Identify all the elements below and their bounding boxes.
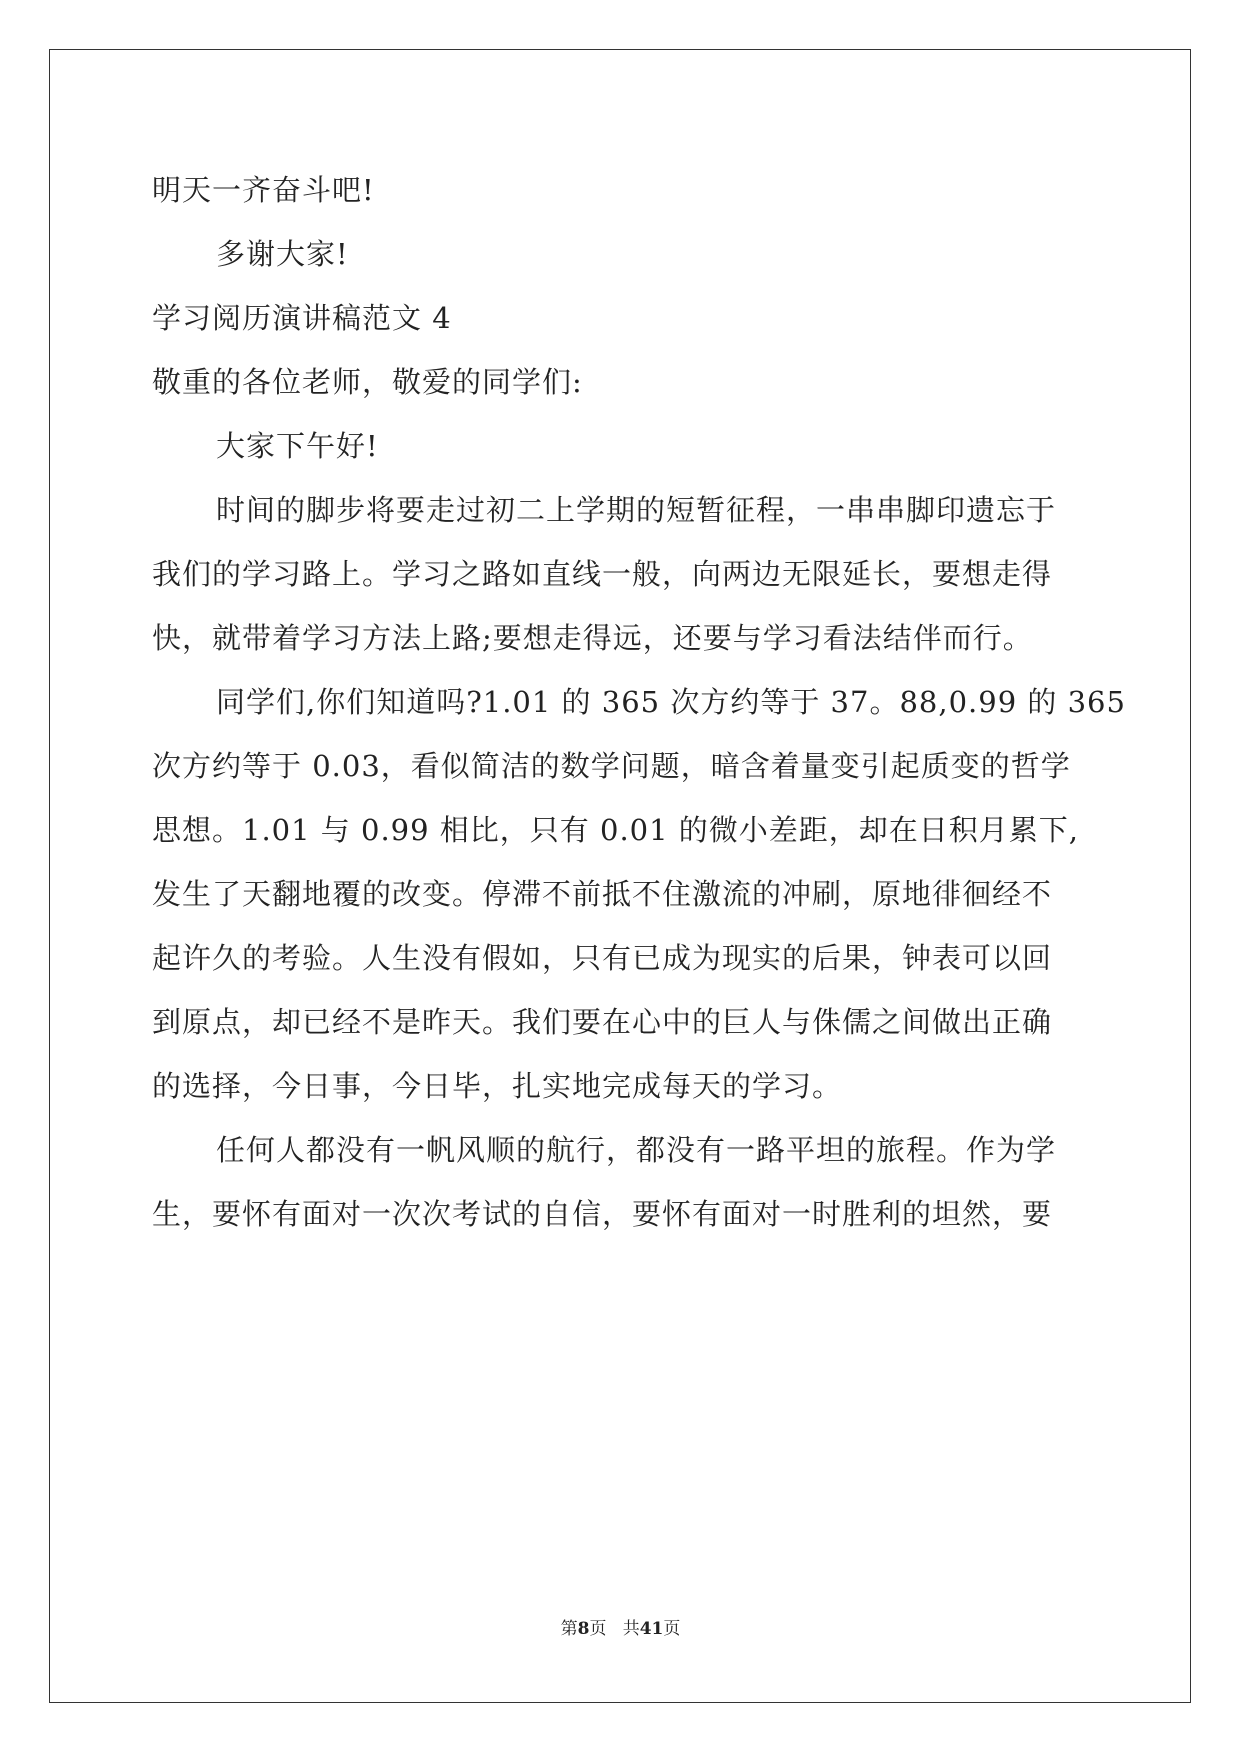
document-body bbox=[152, 158, 1126, 1246]
paragraph-line: 快，就带着学习方法上路;要想走得远，还要与学习看法结伴而行。 bbox=[152, 621, 1033, 655]
page-footer bbox=[0, 1614, 1241, 1639]
paragraph-line: 任何人都没有一帆风顺的航行，都没有一路平坦的旅程。作为学 bbox=[216, 1133, 1057, 1167]
footer-total-suffix: 页 bbox=[663, 1619, 681, 1639]
paragraph-line: 时间的脚步将要走过初二上学期的短暂征程，一串串脚印遗忘于 bbox=[216, 493, 1057, 527]
salutation: 敬重的各位老师，敬爱的同学们: bbox=[152, 365, 583, 399]
footer-page-word: 页 bbox=[589, 1619, 607, 1639]
paragraph-line: 思想。1.01 与 0.99 相比，只有 0.01 的微小差距，却在日积月累下, bbox=[152, 813, 1080, 847]
text-line: 大家下午好! bbox=[216, 429, 379, 463]
text-line: 明天一齐奋斗吧! bbox=[152, 173, 375, 207]
current-page-number: 8 bbox=[577, 1619, 590, 1639]
paragraph-line: 次方约等于 0.03，看似简洁的数学问题，暗含着量变引起质变的哲学 bbox=[152, 749, 1071, 783]
paragraph-line: 起许久的考验。人生没有假如，只有已成为现实的后果，钟表可以回 bbox=[152, 941, 1053, 975]
paragraph-line: 生，要怀有面对一次次考试的自信，要怀有面对一时胜利的坦然，要 bbox=[152, 1197, 1053, 1231]
paragraph-line: 发生了天翻地覆的改变。停滞不前抵不住激流的冲刷，原地徘徊经不 bbox=[152, 877, 1053, 911]
section-heading: 学习阅历演讲稿范文 4 bbox=[152, 301, 452, 335]
paragraph-line: 的选择，今日事，今日毕，扎实地完成每天的学习。 bbox=[152, 1069, 843, 1103]
text-line: 多谢大家! bbox=[216, 237, 349, 271]
paragraph-line: 同学们,你们知道吗?1.01 的 365 次方约等于 37。88,0.99 的 365 bbox=[216, 685, 1126, 719]
total-pages-number: 41 bbox=[639, 1619, 664, 1639]
paragraph-line: 我们的学习路上。学习之路如直线一般，向两边无限延长，要想走得 bbox=[152, 557, 1053, 591]
footer-total-prefix: 共 bbox=[622, 1619, 640, 1639]
paragraph-line: 到原点，却已经不是昨天。我们要在心中的巨人与侏儒之间做出正确 bbox=[152, 1005, 1053, 1039]
footer-prefix: 第 bbox=[560, 1619, 578, 1639]
